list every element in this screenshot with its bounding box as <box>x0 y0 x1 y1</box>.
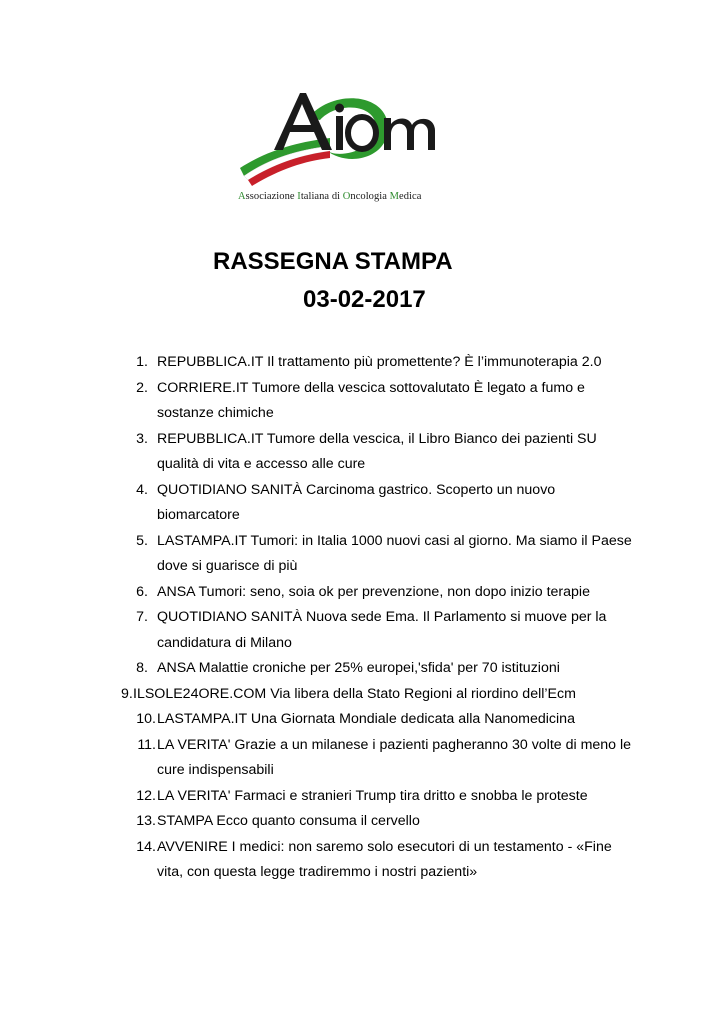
item-number: 13. <box>136 813 156 829</box>
list-item <box>100 376 640 427</box>
item-number: 3. <box>136 430 148 447</box>
item-text: QUOTIDIANO SANITÀ Carcinoma gastrico. Scoperto un nuovo biomarcatore <box>157 481 556 523</box>
item-text: AVVENIRE I medici: non saremo solo esecutori di un testamento - «Fine vita, con questa legge tradiremmo i nostri pazienti» <box>157 838 612 880</box>
item-number: 14. <box>136 838 156 855</box>
item-text: REPUBBLICA.IT Tumore della vescica, il Libro Bianco dei pazienti SU qualità di vita e accesso alle cure <box>157 430 597 472</box>
list-item <box>100 580 640 606</box>
item-number: 12. <box>136 787 156 804</box>
item-text: LASTAMPA.IT Tumori: in Italia 1000 nuovi casi al giorno. Ma siamo il Paese dove si guarisce di più <box>157 532 632 574</box>
item-text: LASTAMPA.IT Una Giornata Mondiale dedicata alla Nanomedicina <box>157 711 575 727</box>
item-number: 10. <box>136 711 156 727</box>
item-text: QUOTIDIANO SANITÀ Nuova sede Ema. Il Parlamento si muove per la candidatura di Milano <box>157 609 607 651</box>
list-item <box>100 605 640 656</box>
item-text: ANSA Tumori: seno, soia ok per prevenzione, non dopo inizio terapie <box>157 583 590 600</box>
list-item <box>100 733 640 784</box>
item-text: ANSA Malattie croniche per 25% europei,'sfida' per 70 istituzioni <box>157 660 560 676</box>
item-number: 4. <box>136 481 148 498</box>
item-text: LA VERITA' Farmaci e stranieri Trump tira dritto e snobba le proteste <box>157 787 588 804</box>
list-item <box>100 835 640 886</box>
item-number: 5. <box>136 532 148 549</box>
item-text: ILSOLE24ORE.COM Via libera della Stato Regioni al riordino dell’Ecm <box>133 685 576 702</box>
item-text: LA VERITA' Grazie a un milanese i pazienti pagheranno 30 volte di meno le cure indispensabili <box>157 736 632 778</box>
aiom-logo <box>238 88 468 213</box>
list-item <box>100 427 640 478</box>
list-item <box>100 784 640 810</box>
item-number: 2. <box>136 379 148 396</box>
item-number: 6. <box>136 583 148 600</box>
aiom-logo-mark <box>238 88 468 188</box>
list-item <box>100 682 640 708</box>
item-number: 9. <box>121 685 133 702</box>
item-text: STAMPA Ecco quanto consuma il cervello <box>157 813 420 829</box>
list-item <box>100 707 640 733</box>
item-number: 7. <box>136 609 148 625</box>
item-text: CORRIERE.IT Tumore della vescica sottovalutato È legato a fumo e sostanze chimiche <box>157 379 585 421</box>
list-item <box>100 478 640 529</box>
list-item <box>100 809 640 835</box>
item-number: 8. <box>136 660 148 676</box>
list-item <box>100 529 640 580</box>
page-date: 03-02-2017 <box>303 286 426 313</box>
item-number: 11. <box>137 736 156 753</box>
list-item <box>100 656 640 682</box>
logo-caption: Associazione Italiana di Oncologia Medica <box>238 191 422 202</box>
page-title: RASSEGNA STAMPA <box>213 248 453 275</box>
item-number: 1. <box>136 354 148 370</box>
list-item <box>100 350 640 376</box>
press-review-list <box>100 350 640 886</box>
item-text: REPUBBLICA.IT Il trattamento più promettente? È l’immunoterapia 2.0 <box>157 354 602 370</box>
